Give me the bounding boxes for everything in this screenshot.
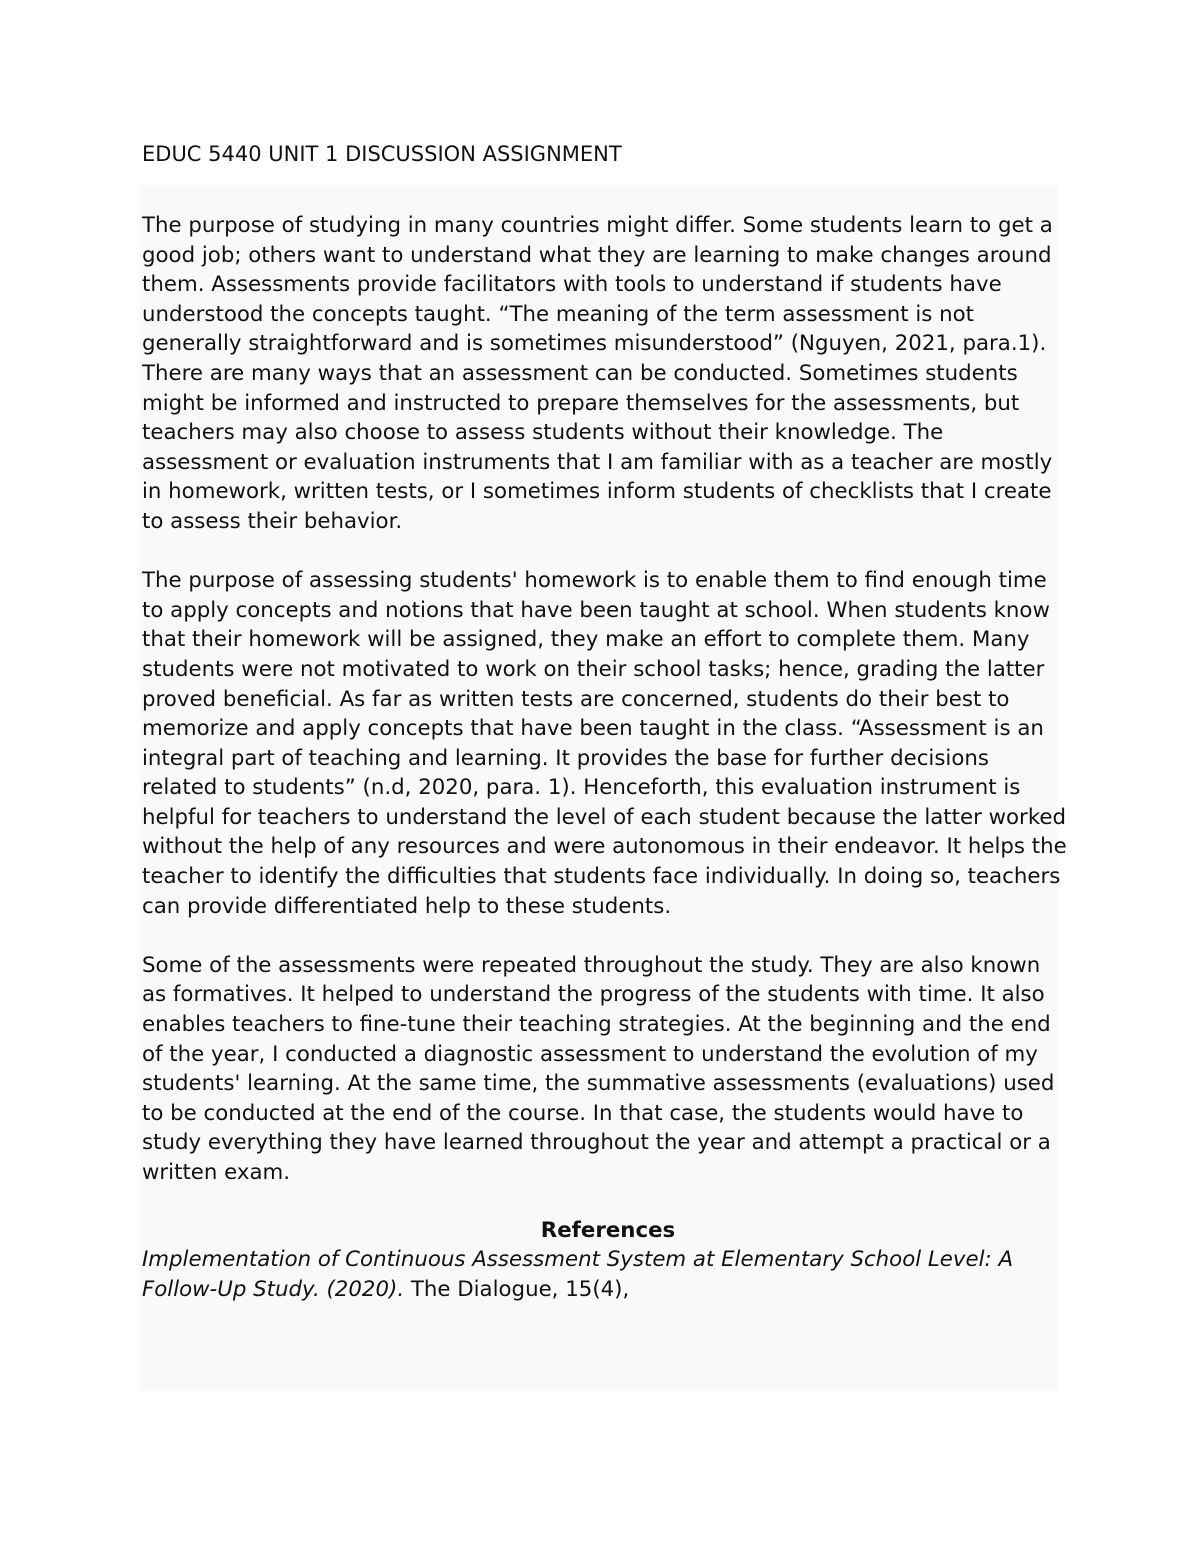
body-paragraph-3: Some of the assessments were repeated throughout the study. They are also known as formatives. It helped to understand the progress of the students with time. It also enables teachers to fine-tune their teaching strategies. At the beginning and the end of the year, I conducted a diagnostic assessment to understand the evolution of my students' learning. At the same time, the summative assessments (evaluations) used to be conducted at the end of the course. In that case, the students would have to study everything they have learned throughout the year and attempt a practical or a written exam. [142,952,1055,1185]
document-title: EDUC 5440 UNIT 1 DISCUSSION ASSIGNMENT [142,142,622,166]
reference-title: Implementation of Continuous Assessment System at Elementary School Level: A Follow-Up Study. (2020). [142,1247,1014,1303]
document-body [140,185,1067,1391]
reference-entry [142,1245,1042,1305]
references-heading: References [540,1217,676,1243]
body-paragraph-2: The purpose of assessing students' homework is to enable them to find enough time to apply concepts and notions that have been taught at school. When students know that their homework will be assigned, they make an effort to complete them. Many students were not motivated to work on their school tasks; hence, grading the latter proved beneficial. As far as written tests are concerned, students do their best to memorize and apply concepts that have been taught in the class. “Assessment is an integral part of teaching and learning. It provides the base for further decisions related to students” (n.d, 2020, para. 1). Henceforth, this evaluation instrument is helpful for teachers to understand the level of each student because the latter worked without the help of any resources and were autonomous in their endeavor. It helps the teacher to identify the difficulties that students face individually. In doing so, teachers can provide differentiated help to these students. [142,568,1067,919]
reference-source: The Dialogue, 15(4), [404,1277,630,1303]
body-paragraph-1: The purpose of studying in many countries might differ. Some students learn to get a good job; others want to understand what they are learning to make changes around them. Assessments provide facilitators with tools to understand if students have understood the concepts taught. “The meaning of the term assessment is not generally straightforward and is sometimes misunderstood” (Nguyen, 2021, para.1). There are many ways that an assessment can be conducted. Sometimes students might be informed and instructed to prepare themselves for the assessments, but teachers may also choose to assess students without their knowledge. The assessment or evaluation instruments that I am familiar with as a teacher are mostly in homework, written tests, or I sometimes inform students of checklists that I create to assess their behavior. [142,213,1053,534]
